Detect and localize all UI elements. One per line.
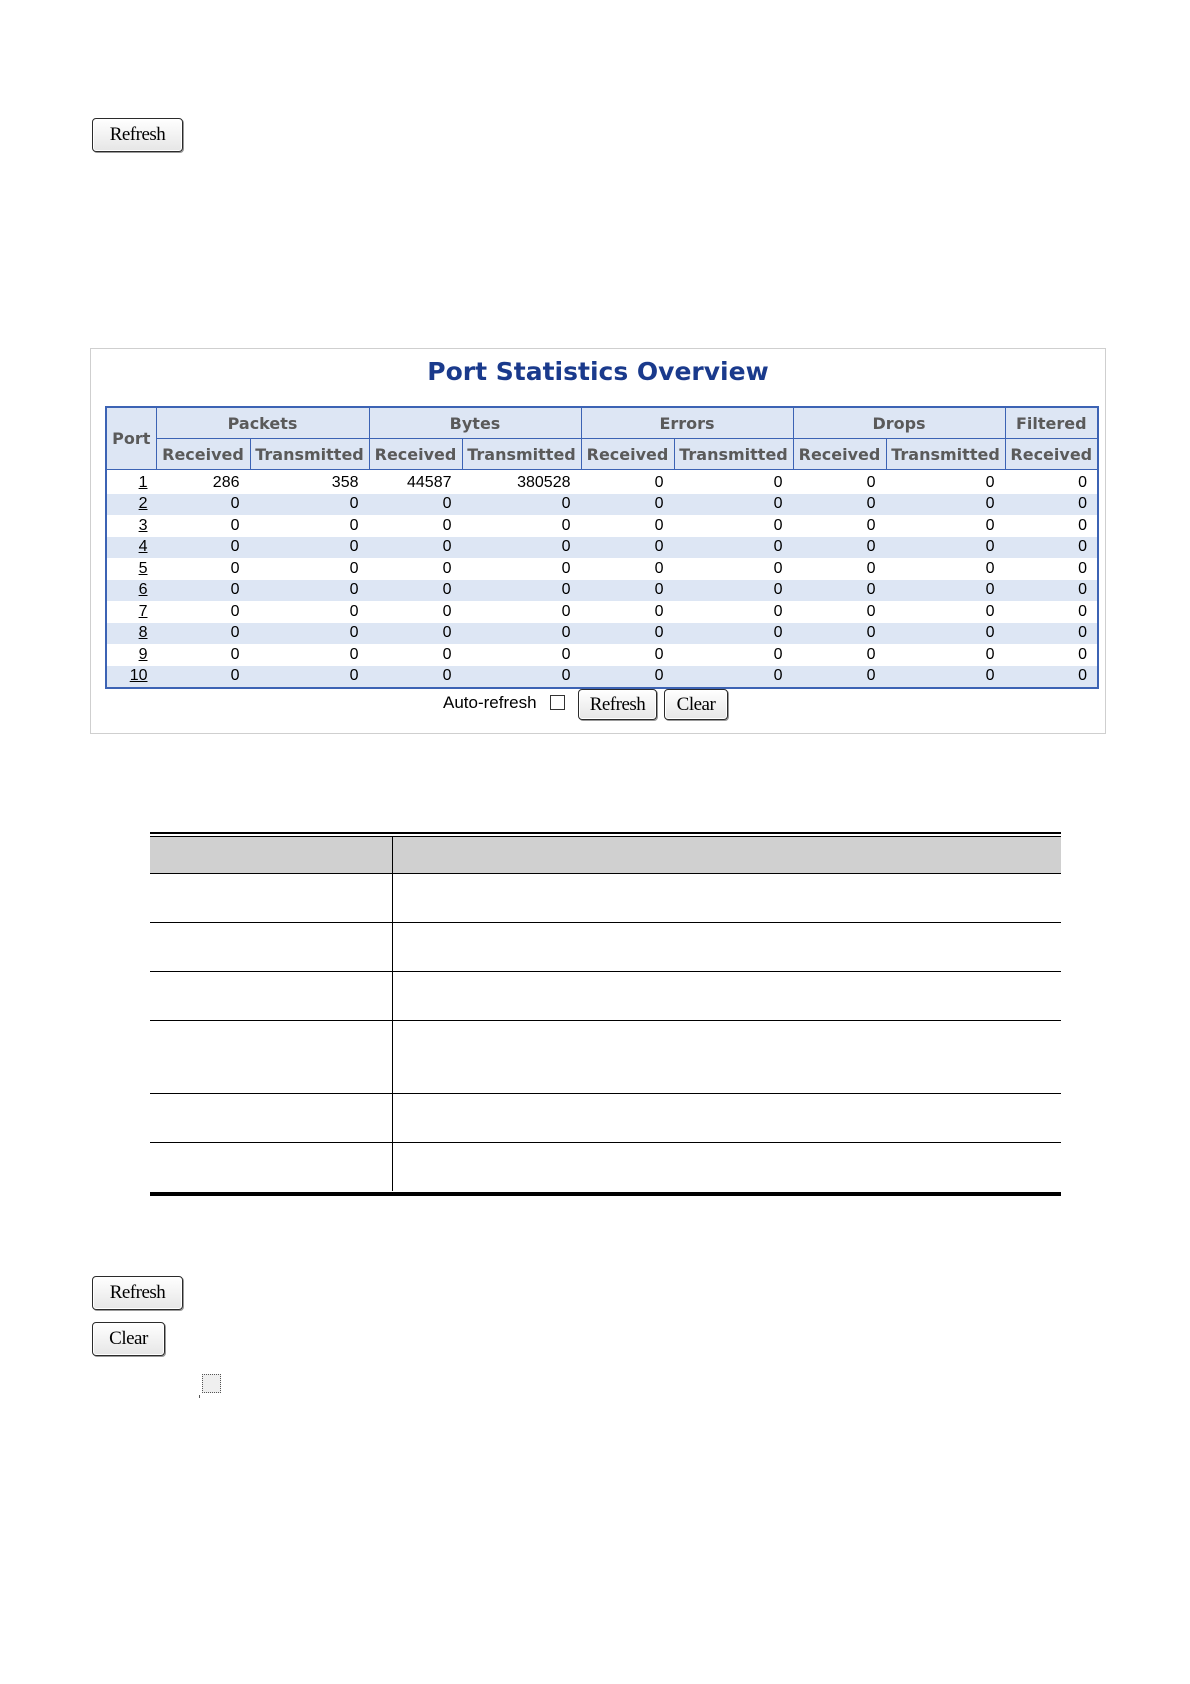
stat-value-cell: 0: [674, 537, 793, 559]
table-row: [150, 972, 1061, 1021]
table-row: [150, 1021, 1061, 1094]
subheader-filtered-received: Received: [1005, 439, 1098, 470]
stat-value-cell: 0: [674, 666, 793, 689]
object-cell: [150, 874, 393, 922]
stat-value-cell: 0: [462, 494, 581, 516]
stat-value-cell: 0: [1005, 537, 1098, 559]
table-row: [106, 644, 1098, 666]
stat-value-cell: 0: [674, 623, 793, 645]
port-header: Port: [106, 407, 156, 470]
description-table-header: [150, 837, 1061, 874]
auto-refresh-checkbox-sample[interactable]: [202, 1374, 221, 1393]
table-row: [106, 494, 1098, 516]
stat-value-cell: 0: [654, 645, 664, 663]
stat-value-cell: 0: [773, 559, 783, 577]
stat-value-cell: 0: [985, 516, 995, 534]
stat-value-cell: 380528: [517, 473, 571, 491]
object-cell: [150, 923, 393, 971]
stat-value-cell: 0: [250, 537, 369, 559]
auto-refresh-label: Auto-refresh: [443, 693, 537, 712]
header-description-cell: [393, 837, 1061, 873]
stat-value-cell: 0: [581, 494, 674, 516]
port-link[interactable]: 1: [138, 473, 148, 491]
port-cell: [106, 644, 156, 666]
group-header-bytes: Bytes: [369, 407, 581, 439]
stat-value-cell: 0: [561, 516, 571, 534]
stat-value-cell: 0: [866, 602, 876, 620]
table-row: [106, 470, 1098, 494]
port-cell: [106, 580, 156, 602]
table-row: [150, 1143, 1061, 1191]
stat-value-cell: 0: [793, 537, 886, 559]
stat-value-cell: 0: [250, 623, 369, 645]
description-cell: [393, 972, 1061, 1020]
stat-value-cell: 0: [561, 645, 571, 663]
stat-value-cell: 0: [442, 602, 452, 620]
stat-value-cell: 0: [1005, 494, 1098, 516]
stat-value-cell: 0: [462, 666, 581, 689]
table-row: [106, 515, 1098, 537]
stat-value-cell: 44587: [407, 473, 452, 491]
stat-value-cell: 0: [349, 645, 359, 663]
stat-value-cell: 0: [156, 666, 250, 689]
stat-value-cell: 0: [773, 602, 783, 620]
group-header-errors: Errors: [581, 407, 793, 439]
stat-value-cell: 0: [369, 494, 462, 516]
page-title: Port Statistics Overview: [427, 357, 769, 386]
stat-value-cell: 0: [1078, 516, 1088, 534]
stat-value-cell: 0: [654, 473, 664, 491]
stat-value-cell: 0: [250, 580, 369, 602]
stat-value-cell: 0: [886, 580, 1005, 602]
table-bottom-rule: [150, 1192, 1061, 1196]
port-cell: [106, 470, 156, 494]
stat-value-cell: 0: [773, 473, 783, 491]
refresh-button[interactable]: Refresh: [578, 689, 657, 720]
table-row: [150, 1094, 1061, 1143]
stat-value-cell: 0: [156, 537, 250, 559]
stat-value-cell: 0: [230, 516, 240, 534]
header-object-cell: [150, 837, 393, 873]
clear-button-bottom[interactable]: Clear: [92, 1322, 165, 1356]
port-cell: [106, 601, 156, 623]
stat-value-cell: 0: [230, 645, 240, 663]
subheader-bytes-transmitted: Transmitted: [462, 439, 581, 470]
stat-value-cell: 0: [250, 666, 369, 689]
port-cell: [106, 558, 156, 580]
port-link[interactable]: 7: [138, 602, 148, 620]
port-cell: [106, 666, 156, 689]
table-row: [106, 537, 1098, 559]
port-statistics-table: [105, 406, 1099, 689]
refresh-button-bottom[interactable]: Refresh: [92, 1276, 183, 1310]
stat-value-cell: 0: [156, 580, 250, 602]
stat-value-cell: 0: [654, 602, 664, 620]
port-statistics-panel: [90, 348, 1106, 734]
group-header-filtered: Filtered: [1005, 407, 1098, 439]
port-cell: [106, 537, 156, 559]
stat-value-cell: 0: [581, 666, 674, 689]
stat-value-cell: 0: [462, 623, 581, 645]
stat-value-cell: 0: [1078, 602, 1088, 620]
stat-value-cell: 0: [866, 559, 876, 577]
table-row: [106, 558, 1098, 580]
table-row: [150, 923, 1061, 972]
stat-value-cell: 0: [793, 580, 886, 602]
stat-value-cell: 0: [462, 537, 581, 559]
subheader-packets-transmitted: Transmitted: [250, 439, 369, 470]
stat-value-cell: 0: [369, 580, 462, 602]
subheader-packets-received: Received: [156, 439, 250, 470]
stat-value-cell: 0: [230, 602, 240, 620]
stat-value-cell: 0: [654, 516, 664, 534]
stat-value-cell: 0: [793, 666, 886, 689]
stat-value-cell: 0: [581, 623, 674, 645]
stat-value-cell: 358: [331, 473, 359, 491]
stat-value-cell: 0: [349, 559, 359, 577]
stat-value-cell: 0: [561, 602, 571, 620]
stat-value-cell: 0: [793, 623, 886, 645]
port-cell: [106, 623, 156, 645]
stat-value-cell: 0: [1078, 645, 1088, 663]
description-cell: [393, 1094, 1061, 1142]
stat-value-cell: 0: [156, 494, 250, 516]
port-cell: [106, 515, 156, 537]
stat-value-cell: 0: [1005, 580, 1098, 602]
stat-value-cell: 0: [442, 559, 452, 577]
stat-value-cell: 0: [230, 559, 240, 577]
stat-value-cell: 0: [369, 623, 462, 645]
stat-value-cell: 0: [654, 559, 664, 577]
stat-value-cell: 0: [1078, 559, 1088, 577]
stat-value-cell: 0: [985, 602, 995, 620]
table-row: [106, 623, 1098, 645]
table-row: [106, 580, 1098, 602]
stat-value-cell: 0: [369, 666, 462, 689]
panel-controls: [91, 689, 1105, 721]
object-cell: [150, 972, 393, 1020]
table-row: [106, 666, 1098, 689]
stat-value-cell: 0: [866, 473, 876, 491]
stat-value-cell: 0: [886, 623, 1005, 645]
description-table: [150, 832, 1061, 1196]
stat-value-cell: 0: [462, 580, 581, 602]
object-cell: [150, 1094, 393, 1142]
stat-value-cell: 0: [674, 580, 793, 602]
port-cell: [106, 494, 156, 516]
stat-value-cell: 0: [985, 559, 995, 577]
description-cell: [393, 923, 1061, 971]
description-cell: [393, 1021, 1061, 1093]
stat-value-cell: 286: [212, 473, 240, 491]
stat-value-cell: 0: [866, 516, 876, 534]
stat-value-cell: 0: [773, 516, 783, 534]
stat-value-cell: 0: [1005, 623, 1098, 645]
port-link[interactable]: 4: [138, 538, 148, 556]
port-link[interactable]: 10: [129, 667, 148, 685]
decorative-mark: [199, 1395, 200, 1398]
stat-value-cell: 0: [793, 494, 886, 516]
stat-value-cell: 0: [442, 516, 452, 534]
stat-value-cell: 0: [886, 666, 1005, 689]
subheader-errors-transmitted: Transmitted: [674, 439, 793, 470]
stat-value-cell: 0: [866, 645, 876, 663]
subheader-drops-received: Received: [793, 439, 886, 470]
stat-value-cell: 0: [369, 537, 462, 559]
description-cell: [393, 1143, 1061, 1191]
stat-value-cell: 0: [886, 494, 1005, 516]
stat-value-cell: 0: [1005, 666, 1098, 689]
refresh-button-top[interactable]: Refresh: [92, 118, 183, 152]
stat-value-cell: 0: [1078, 473, 1088, 491]
port-link[interactable]: 3: [138, 516, 148, 534]
stat-value-cell: 0: [156, 623, 250, 645]
port-link[interactable]: 5: [138, 559, 148, 577]
object-cell: [150, 1143, 393, 1191]
port-link[interactable]: 6: [138, 581, 148, 599]
stat-value-cell: 0: [442, 645, 452, 663]
port-link[interactable]: 2: [138, 495, 148, 513]
table-row: [106, 601, 1098, 623]
auto-refresh-checkbox[interactable]: [550, 695, 565, 710]
stat-value-cell: 0: [581, 537, 674, 559]
port-link[interactable]: 8: [138, 624, 148, 642]
subheader-drops-transmitted: Transmitted: [886, 439, 1005, 470]
group-header-drops: Drops: [793, 407, 1005, 439]
subheader-errors-received: Received: [581, 439, 674, 470]
stat-value-cell: 0: [886, 537, 1005, 559]
stat-value-cell: 0: [674, 494, 793, 516]
subheader-bytes-received: Received: [369, 439, 462, 470]
stat-value-cell: 0: [250, 494, 369, 516]
stat-value-cell: 0: [349, 516, 359, 534]
stat-value-cell: 0: [581, 580, 674, 602]
stat-value-cell: 0: [985, 645, 995, 663]
table-row: [150, 874, 1061, 923]
group-header-packets: Packets: [156, 407, 369, 439]
stat-value-cell: 0: [985, 473, 995, 491]
port-link[interactable]: 9: [138, 645, 148, 663]
description-cell: [393, 874, 1061, 922]
stat-value-cell: 0: [349, 602, 359, 620]
stat-value-cell: 0: [561, 559, 571, 577]
object-cell: [150, 1021, 393, 1093]
stat-value-cell: 0: [773, 645, 783, 663]
clear-button[interactable]: Clear: [664, 689, 728, 720]
